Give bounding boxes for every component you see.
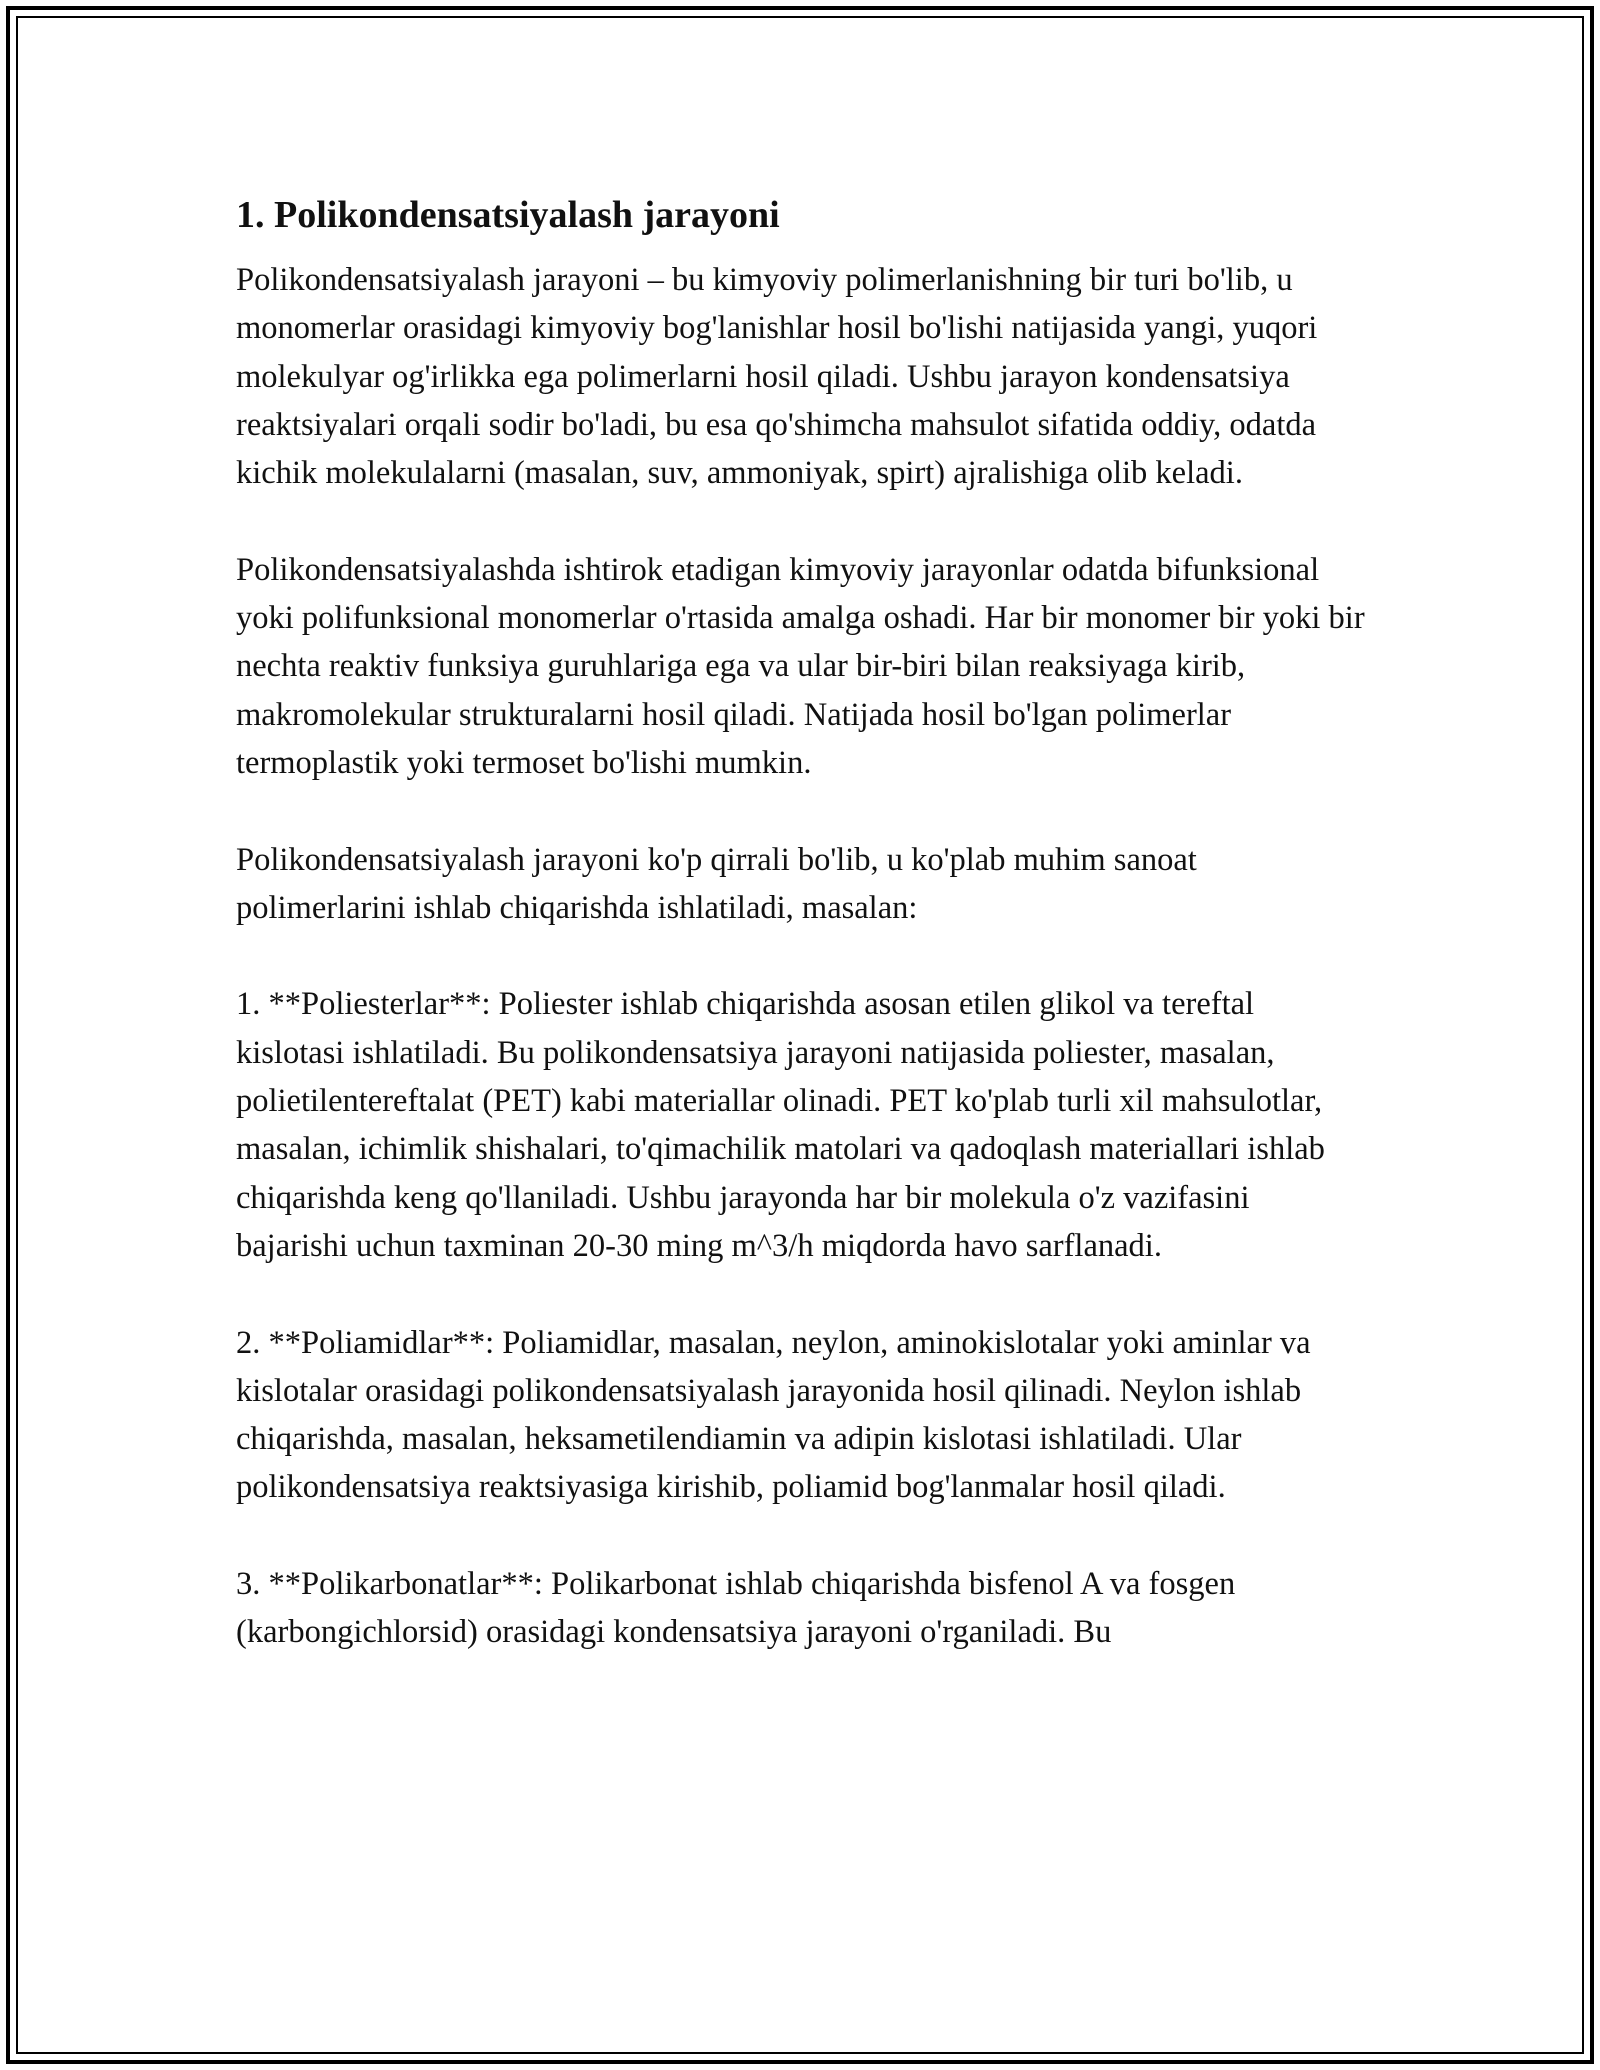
paragraph-intro: Polikondensatsiyalash jarayoni – bu kimyoviy polimerlanishning bir turi bo'lib, u monomerlar orasidagi kimyoviy bog'lanishlar hosil bo'lishi natijasida yangi, yuqori molekulyar og'irlikka ega polimerlarni hosil qiladi. Ushbu jarayon kondensatsiya reaktsiyalari orqali sodir bo'ladi, bu esa qo'shimcha mahsulot sifatida oddiy, odatda kichik molekulalarni (masalan, suv, ammoniyak, spirt) ajralishiga olib keladi.	[236, 262, 1318, 492]
section-heading: 1. Polikondensatsiyalash jarayoni	[236, 194, 780, 236]
paragraph-applications: Polikondensatsiyalash jarayoni ko'p qirrali bo'lib, u ko'plab muhim sanoat polimerlarini ishlab chiqarishda ishlatiladi, masalan:	[236, 841, 1197, 926]
document-body	[236, 190, 1368, 1657]
list-item-polycarbonates: 3. **Polikarbonatlar**: Polikarbonat ishlab chiqarishda bisfenol A va fosgen (karbongichlorsid) orasidagi kondensatsiya jarayoni o'rganiladi. Bu	[236, 1566, 1236, 1651]
list-item-polyamides: 2. **Poliamidlar**: Poliamidlar, masalan, neylon, aminokislotalar yoki aminlar va kislotalar orasidagi polikondensatsiyalash jarayonida hosil qilinadi. Neylon ishlab chiqarishda, masalan, heksametilendiamin va adipin kislotasi ishlatiladi. Ular polikondensatsiya reaktsiyasiga kirishib, poliamid bog'lanmalar hosil qiladi.	[236, 1324, 1311, 1506]
list-item-polyesters: 1. **Poliesterlar**: Poliester ishlab chiqarishda asosan etilen glikol va tereftal kislotasi ishlatiladi. Bu polikondensatsiya jarayoni natijasida poliester, masalan, polietilentereftalat (PET) kabi materiallar olinadi. PET ko'plab turli xil mahsulotlar, masalan, ichimlik shishalari, to'qimachilik matolari va qadoqlash materiallari ishlab chiqarishda keng qo'llaniladi. Ushbu jarayonda har bir molekula o'z vazifasini bajarishi uchun taxminan 20-30 ming m^3/h miqdorda havo sarflanadi.	[236, 986, 1325, 1264]
paragraph-chemistry: Polikondensatsiyalashda ishtirok etadigan kimyoviy jarayonlar odatda bifunksional yoki polifunksional monomerlar o'rtasida amalga oshadi. Har bir monomer bir yoki bir nechta reaktiv funksiya guruhlariga ega va ular bir-biri bilan reaksiyaga kirib, makromolekular strukturalarni hosil qiladi. Natijada hosil bo'lgan polimerlar termoplastik yoki termoset bo'lishi mumkin.	[236, 551, 1365, 781]
